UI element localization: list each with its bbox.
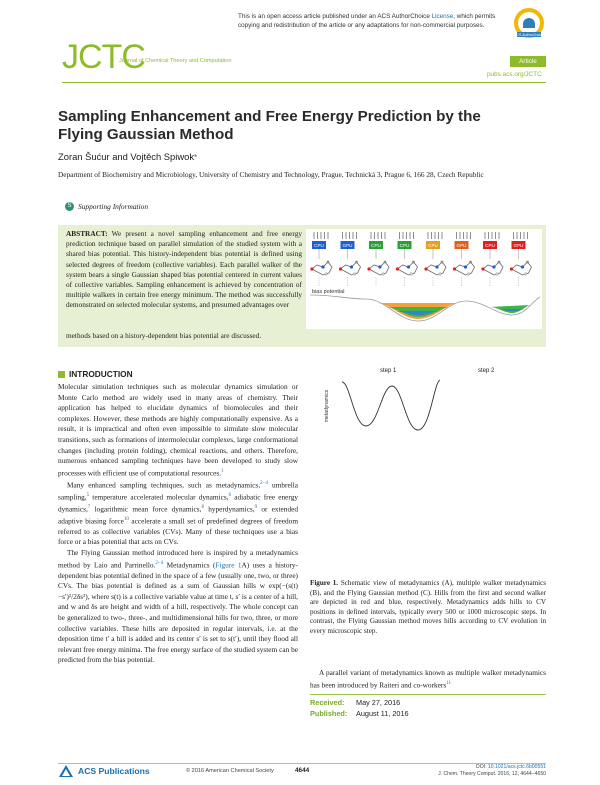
doi-link[interactable]: 10.1021/acs.jctc.6b00551 bbox=[487, 764, 546, 770]
toc-walker-label: CPU bbox=[428, 243, 438, 248]
article-title: Sampling Enhancement and Free Energy Prediction by the Flying Gaussian Method bbox=[58, 108, 481, 143]
received-label: Received: bbox=[310, 698, 345, 707]
toc-bias-label: bias potential bbox=[312, 289, 345, 295]
published-date: August 11, 2016 bbox=[356, 708, 409, 718]
introduction-heading: INTRODUCTION bbox=[69, 369, 133, 379]
figure-1-link[interactable]: Figure 1 bbox=[215, 560, 242, 570]
citation-ref[interactable]: 2−4 bbox=[260, 480, 268, 486]
row-label: metadynamics bbox=[324, 389, 330, 423]
journal-url[interactable]: pubs.acs.org/JCTC bbox=[487, 71, 542, 78]
toc-walker-label: CPU bbox=[399, 243, 410, 248]
citation-ref[interactable]: 10 bbox=[123, 516, 129, 522]
article-type-tab: Article bbox=[510, 56, 546, 67]
caption-label: Figure 1. bbox=[310, 579, 339, 587]
abstract-label: ABSTRACT: bbox=[66, 229, 108, 238]
supporting-info-link[interactable]: Supporting Information bbox=[78, 202, 149, 211]
header-rule bbox=[62, 82, 546, 83]
page-number: 4644 bbox=[295, 767, 310, 774]
section-marker-icon bbox=[58, 371, 65, 378]
publisher-name: ACS Publications bbox=[78, 766, 150, 776]
figure-1-caption: Figure 1. Schematic view of metadynamics (A), multiple walker metadynamics (B), and the Flying Gaussian method (C). Hills from the first and second walker are depicted in red and blue, respectively. Metadynamics adds hills to CV positions in defined intervals, typically every 500 or 1000 microscopic steps. In contrast, the Flying Gaussian method moves hills according to CV evolution in every microscopic step. bbox=[310, 579, 546, 635]
toc-walker-label: CPU bbox=[314, 243, 324, 248]
license-link[interactable]: License bbox=[431, 13, 454, 20]
free-energy-curve bbox=[342, 380, 440, 430]
toc-graphic bbox=[306, 229, 542, 329]
journal-logo: JCTC bbox=[62, 38, 145, 76]
supporting-info-icon[interactable]: S bbox=[65, 202, 74, 211]
citation-ref[interactable]: 5 bbox=[86, 492, 90, 498]
abstract-text-last-line: methods based on a history-dependent bias potential are discussed. bbox=[66, 331, 262, 340]
published-label: Published: bbox=[310, 708, 348, 718]
corresponding-author-mark[interactable]: * bbox=[194, 153, 198, 162]
toc-walker-label: CPU bbox=[371, 243, 381, 248]
publication-dates bbox=[310, 698, 409, 719]
citation-ref[interactable]: 7 bbox=[87, 504, 91, 510]
copyright: © 2016 American Chemical Society bbox=[186, 768, 274, 774]
doi-citation: DOI: 10.1021/acs.jctc.6b00551 J. Chem. Theory Comput. 2016, 12, 4644−4650 bbox=[420, 764, 546, 778]
author-list: Zoran Šućur and Vojtěch Spiwok* bbox=[58, 151, 198, 162]
journal-name: Journal of Chemical Theory and Computation bbox=[119, 58, 232, 64]
citation-ref[interactable]: 11 bbox=[446, 680, 451, 686]
citation-ref[interactable]: 6 bbox=[228, 492, 231, 498]
citation-ref[interactable]: 8 bbox=[201, 504, 204, 510]
toc-walker-label: GPU bbox=[513, 243, 524, 248]
received-date: May 27, 2016 bbox=[356, 698, 401, 707]
badge-label: ACS AuthorChoice bbox=[514, 33, 544, 37]
toc-walker-label: CPU bbox=[485, 243, 495, 248]
introduction-body bbox=[58, 382, 298, 666]
abstract-text: ABSTRACT: We present a novel sampling enhancement and free energy prediction technique based on parallel simulation of the studied system with a shared bias potential. This history-independent bias potential is defined using selected degrees of freedom (collective variables). Each parallel walker of the system bears a single Gaussian shaped bias potential centered in current values of collective variables. Sampling enhancement is achieved by concentration of multiple walkers in certain free energy minimum. The method was successfully demonstrated on selected molecular systems, and presumed advantages over bbox=[66, 229, 302, 310]
intro-paragraph-2: Many enhanced sampling techniques, such as metadynamics,$^{2-4}$ umbrella sampling,$^5$ temperature accelerated molecular dynamics,$^6$ adiabatic free energy dynamics,$^7$ logarithmic mean force dynamics,$^8$ hyperdynamics,$^9$ or extended adaptive biasing force$^{10}$ accelerate a small set of predefined degrees of freedom referred to as collective variables (CVs). Many of these techniques use a bias force or a bias potential that acts on CVs. bbox=[58, 480, 298, 547]
citation-ref[interactable]: 9 bbox=[254, 504, 258, 510]
citation: J. Chem. Theory Comput. 2016, 12, 4644−4650 bbox=[438, 771, 546, 777]
step-2-label: step 2 bbox=[478, 368, 495, 374]
intro-paragraph-1: Molecular simulation techniques such as molecular dynamics simulation or Monte Carlo method are widely used in many areas of chemistry. Their application has helped to elucidate dynamics of biomolecules and their complexes. However, these methods are highly computationally expensive. As a result, it is impractical and often even impossible to simulate slow molecular transitions, such as formations of intermolecular complexes, large conformational changes (including protein folding), chemical reactions, and others. Therefore, numerous enhanced sampling techniques have been developed to study slow processes with efficient use of computational resources.$^1$ bbox=[58, 382, 298, 478]
dates-rule bbox=[310, 694, 546, 695]
open-access-note: This is an open access article published under an ACS AuthorChoice License, which permits copying and redistribution of the article or any adaptations for non-commercial purposes. bbox=[238, 13, 496, 29]
acs-authorchoice-badge-icon bbox=[512, 6, 546, 42]
citation-ref[interactable]: 1 bbox=[220, 468, 224, 474]
figure-1 bbox=[318, 366, 544, 564]
intro-paragraph-3: The Flying Gaussian method introduced here is inspired by a metadynamics method by Laio and Parrinello.$^{2-4}$ Metadynamics (Figure 1A) uses a history-dependent bias potential defined in the space of a few (usually one, two, or three) CVs. The bias potential is defined as a sum of Gaussian hills w exp(−(s(t)−s′)²/2δs²), where s(t) is a collective variable value at time t, s′ is a center of a hill, and w and δs are height and width of a hill, respectively. The whole concept can be generalized to two-, three-, and multidimensional hills for two, three, or more collective variables. These hills are deposited in regular intervals, i.e. at the deposition time t′ a hill is added and its center s′ is set to s(t′), until they flood all relevant free energy minima. The free energy surface of the studied system can be predicted from the bias potential. bbox=[58, 548, 298, 665]
toc-walker-label: GPU bbox=[456, 243, 467, 248]
citation-ref[interactable]: 2−4 bbox=[155, 560, 164, 566]
toc-walker-label: GPU bbox=[342, 243, 353, 248]
step-1-label: step 1 bbox=[380, 368, 397, 374]
acs-logo-icon bbox=[58, 764, 74, 778]
figure-row bbox=[324, 380, 440, 430]
affiliation: Department of Biochemistry and Microbiology, University of Chemistry and Technology, Prague, Technická 3, Prague 6, 166 28, Czech Republic bbox=[58, 170, 484, 179]
right-column-paragraph: A parallel variant of metadynamics known as multiple walker metadynamics has been introduced by Raiteri and co-workers$^{11}$ bbox=[310, 668, 546, 690]
